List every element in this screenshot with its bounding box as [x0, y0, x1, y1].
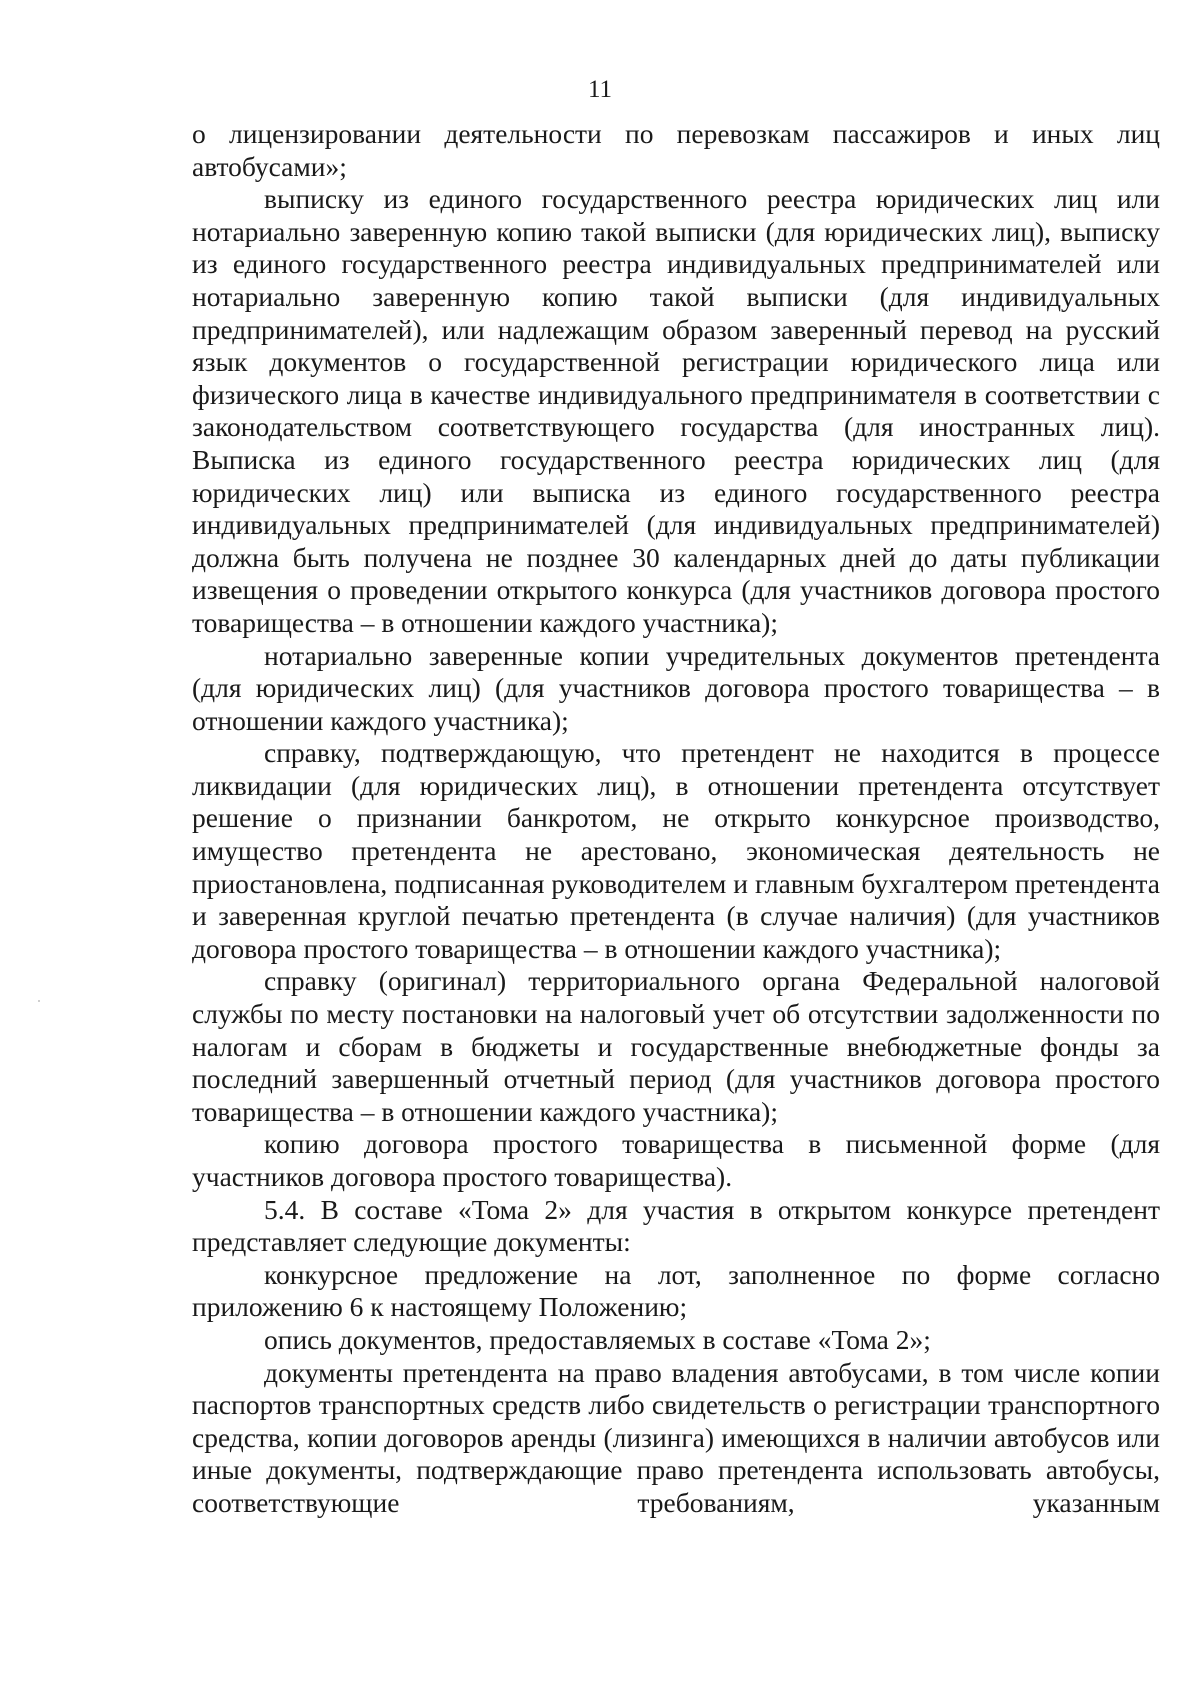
paragraph-section-5-4: 5.4. В составе «Тома 2» для участия в открытом конкурсе претендент представляет следующие документы: — [192, 1193, 1160, 1258]
paragraph-bus-ownership: документы претендента на право владения автобусами, в том числе копии паспортов транспортных средств либо свидетельств о регистрации транспортного средства, копии договоров аренды (лизинга) имеющихся в наличии автобусов или иные документы, подтверждающие право претендента использовать автобусы, соответствующие требованиям, указанным — [192, 1356, 1160, 1518]
paragraph-liquidation-certificate: справку, подтверждающую, что претендент не находится в процессе ликвидации (для юридических лиц), в отношении претендента отсутствует решение о признании банкротом, не открыто конкурсное производство, имущество претендента не арестовано, экономическая деятельность не приостановлена, подписанная руководителем и главным бухгалтером претендента и заверенная круглой печатью претендента (в случае наличия) (для участников договора простого товарищества – в отношении каждого участника); — [192, 737, 1160, 964]
paragraph-founding-documents: нотариально заверенные копии учредительных документов претендента (для юридических лиц) (для участников договора простого товарищества – в отношении каждого участника); — [192, 639, 1160, 736]
paragraph-document-inventory: опись документов, предоставляемых в составе «Тома 2»; — [264, 1323, 931, 1355]
paragraph-license-reference: о лицензировании деятельности по перевозкам пассажиров и иных лиц автобусами»; — [192, 118, 1160, 182]
paragraph-tax-certificate: справку (оригинал) территориального органа Федеральной налоговой службы по месту постановки на налоговый учет об отсутствии задолженности по налогам и сборам в бюджеты и государственные внебюджетные фонды за последний завершенный отчетный период (для участников договора простого товарищества – в отношении каждого участника); — [192, 965, 1160, 1127]
page-number: 11 — [587, 76, 613, 103]
document-body — [192, 118, 1160, 1520]
scan-artifact — [38, 1000, 40, 1002]
paragraph-registry-extract: выписку из единого государственного реестра юридических лиц или нотариально заверенную копию такой выписки (для юридических лиц), выписку из единого государственного реестра индивидуальных предпринимателей или нотариально заверенную копию такой выписки (для индивидуальных предпринимателей), или надлежащим образом заверенный перевод на русский язык документов о государственной регистрации юридического лица или физического лица в качестве индивидуального предпринимателя в соответствии с законодательством соответствующего государства (для иностранных лиц). Выписка из единого государственного реестра юридических лиц (для юридических лиц) или выписка из единого государственного реестра индивидуальных предпринимателей (для индивидуальных предпринимателей) должна быть получена не позднее 30 календарных дней до даты публикации извещения о проведении открытого конкурса (для участников договора простого товарищества – в отношении каждого участника); — [192, 183, 1160, 638]
paragraph-partnership-agreement: копию договора простого товарищества в письменной форме (для участников договора простого товарищества). — [192, 1128, 1160, 1192]
paragraph-competitive-offer: конкурсное предложение на лот, заполненное по форме согласно приложению 6 к настоящему Положению; — [192, 1258, 1160, 1323]
